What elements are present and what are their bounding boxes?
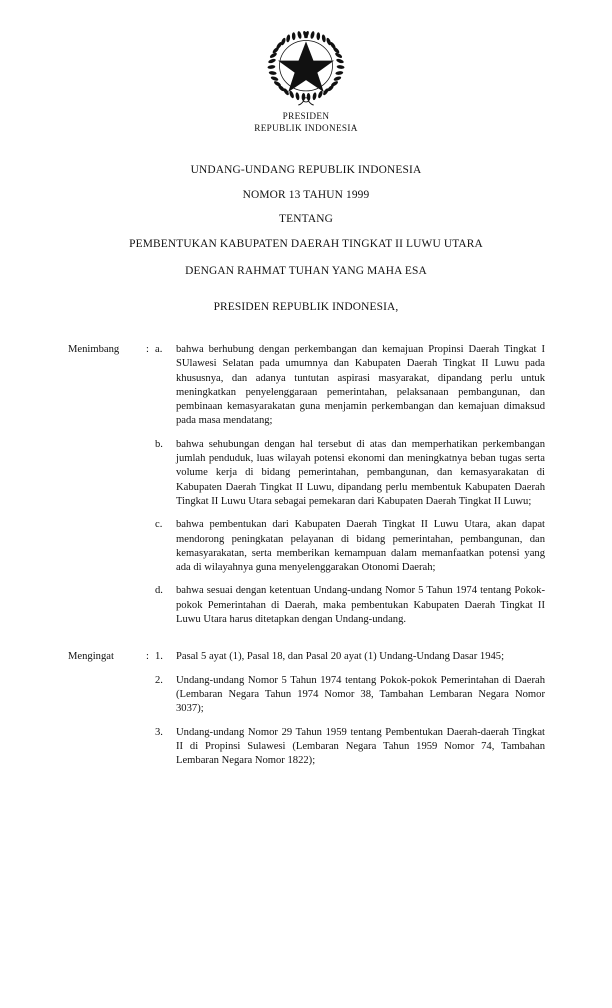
document-subtitle-block bbox=[0, 264, 612, 314]
item-marker: 3. bbox=[155, 726, 163, 738]
section-label-menimbang: Menimbang bbox=[68, 344, 120, 355]
star-in-laurel-wreath-icon bbox=[263, 26, 349, 108]
blessing-line: DENGAN RAHMAT TUHAN YANG MAHA ESA bbox=[185, 265, 427, 277]
section-colon: : bbox=[146, 651, 149, 663]
item-marker: b. bbox=[155, 438, 163, 450]
clause-row bbox=[0, 674, 612, 717]
clause-row bbox=[0, 650, 612, 664]
authority-line: PRESIDEN REPUBLIK INDONESIA, bbox=[213, 301, 399, 313]
presidential-emblem-block bbox=[0, 26, 612, 134]
item-marker: c. bbox=[155, 519, 163, 531]
item-text: bahwa sehubungan dengan hal tersebut di atas dan memperhatikan perkembangan jumlah penduduk, luas wilayah potensi ekonomi dan meningkatnya beban tugas serta volume kerja di bidang pemerintahan, pembangunan, dan kemasyarakatan di Kabupaten Daerah Tingkat II Luwu, dipandang perlu membentuk Kabupaten Daerah Tingkat II Luwu Utara sebagai pemekaran dari Kabupaten Daerah Tingkat II Luwu; bbox=[176, 438, 545, 507]
clause-group-mengingat bbox=[0, 650, 612, 768]
item-text: Pasal 5 ayat (1), Pasal 18, dan Pasal 20 ayat (1) Undang-Undang Dasar 1945; bbox=[176, 651, 505, 663]
item-marker: 1. bbox=[155, 651, 163, 663]
item-text: bahwa sesuai dengan ketentuan Undang-undang Nomor 5 Tahun 1974 tentang Pokok-pokok Pemerintahan di Daerah, maka pembentukan Kabupaten Daerah Tingkat II Luwu Utara harus ditetapkan dengan Undang-undang. bbox=[176, 585, 545, 626]
item-text: bahwa pembentukan dari Kabupaten Daerah Tingkat II Luwu Utara, akan dapat mendorong peningkatan pelayanan di bidang pemerintahan, pembangunan, dan kemasyarakatan, serta memberikan kemampuan dalam memanfaatkan potensi yang ada di wilayahnya guna menyelenggarakan Otonomi Daerah; bbox=[176, 519, 545, 574]
emblem-caption bbox=[0, 111, 612, 134]
document-subject: PEMBENTUKAN KABUPATEN DAERAH TINGKAT II LUWU UTARA bbox=[129, 237, 483, 250]
item-gap bbox=[0, 509, 612, 518]
item-gap bbox=[0, 665, 612, 674]
item-gap bbox=[0, 717, 612, 726]
item-marker: d. bbox=[155, 585, 163, 597]
section-gap bbox=[0, 627, 612, 650]
item-marker: a. bbox=[155, 344, 163, 355]
item-gap bbox=[0, 575, 612, 584]
subtitle-spacer bbox=[0, 278, 612, 300]
clause-row bbox=[0, 726, 612, 769]
clause-row bbox=[0, 584, 612, 627]
section-label-mengingat: Mengingat bbox=[68, 651, 114, 663]
clause-row bbox=[0, 518, 612, 575]
item-text: Undang-undang Nomor 5 Tahun 1974 tentang Pokok-pokok Pemerintahan di Daerah (Lembaran Negara Tahun 1974 Nomor 38, Tambahan Lembaran Negara Nomor 3037); bbox=[176, 674, 545, 715]
item-text: Undang-undang Nomor 29 Tahun 1959 tentang Pembentukan Daerah-daerah Tingkat II di Propinsi Sulawesi (Lembaran Negara Tahun 1959 Nomor 74, Tambahan Lembaran Negara Nomor 1822); bbox=[176, 726, 545, 767]
document-tentang-label: TENTANG bbox=[279, 213, 333, 225]
section-colon: : bbox=[146, 344, 149, 355]
clause-group-menimbang bbox=[0, 343, 612, 627]
emblem-caption-line-1: PRESIDEN bbox=[282, 111, 330, 121]
page-title: UNDANG-UNDANG REPUBLIK INDONESIA bbox=[190, 164, 422, 176]
clause-row bbox=[0, 343, 612, 429]
document-number: NOMOR 13 TAHUN 1999 bbox=[242, 188, 370, 201]
clause-row bbox=[0, 438, 612, 509]
item-marker: 2. bbox=[155, 674, 163, 686]
document-title-block bbox=[0, 158, 612, 256]
item-gap bbox=[0, 429, 612, 438]
document-body bbox=[0, 343, 612, 768]
emblem-caption-line-2: REPUBLIK INDONESIA bbox=[254, 122, 358, 133]
item-text: bahwa berhubung dengan perkembangan dan kemajuan Propinsi Daerah Tingkat I SUlawesi Selatan pada umumnya dan Kabupaten Daerah Tingkat II Luwu pada khususnya, dan adanya tuntutan aspirasi masyarakat, dipandang perlu untuk meningkatkan penyelenggaraan pemerintahan, pelaksanaan pembangunan, dan pembinaan kemasyarakatan guna menjamin perkembangan dan kemajuan dimaksud pada masa mendatang; bbox=[176, 344, 545, 427]
